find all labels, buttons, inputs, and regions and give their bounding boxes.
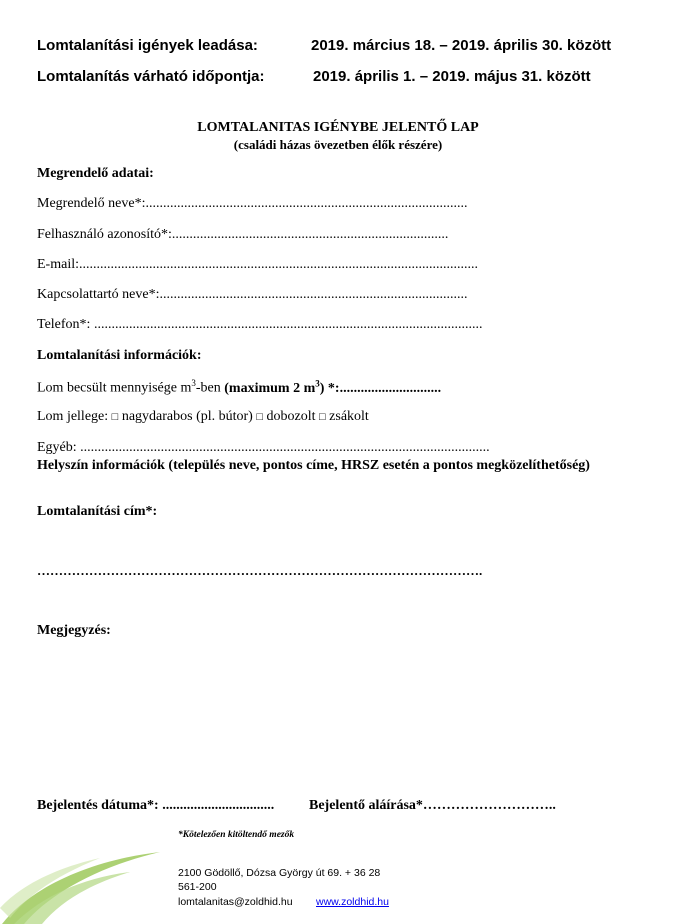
type-option-bagged: zsákolt — [329, 409, 369, 424]
info-heading: Lomtalanítási információk: — [37, 348, 202, 363]
form-title: LOMTALANITAS IGÉNYBE JELENTŐ LAP — [197, 120, 479, 135]
other-label: Egyéb: — [37, 440, 81, 455]
field-dots: ............................................................................................ — [145, 196, 468, 211]
type-label: Lom jellege: — [37, 409, 112, 424]
quantity-bold: (maximum 2 m — [224, 380, 316, 396]
quantity-field[interactable] — [37, 378, 441, 397]
expected-period: 2019. április 1. – 2019. május 31. között — [313, 68, 591, 85]
footer-address: 2100 Gödöllő, Dózsa György út 69. + 36 28 — [178, 867, 381, 879]
footnote: *Kötelezően kitöltendő mezők — [178, 830, 295, 840]
submit-label: Lomtalanítási igények leadása: — [37, 37, 258, 54]
field-orderer-name[interactable] — [37, 196, 467, 212]
checkbox-icon[interactable]: □ — [256, 411, 263, 423]
quantity-mid: -ben — [195, 380, 225, 396]
notes-label: Megjegyzés: — [37, 623, 111, 638]
field-label: Megrendelő neve*: — [37, 196, 146, 211]
orderer-heading: Megrendelő adatai: — [37, 166, 154, 181]
quantity-bold-end: ) *:............................. — [319, 380, 442, 396]
quantity-sup: 3 — [191, 378, 196, 388]
checkbox-icon[interactable]: □ — [111, 411, 119, 423]
field-user-id[interactable] — [37, 227, 448, 243]
field-email[interactable] — [37, 257, 478, 273]
field-label: E-mail: — [37, 257, 79, 272]
field-label: Telefon*: — [37, 317, 94, 332]
other-dots: ..................................................................................................................... — [80, 440, 490, 455]
location-heading: Helyszín információk (település neve, pontos címe, HRSZ esetén a pontos megközelíthetőség) — [37, 458, 590, 473]
submit-period: 2019. március 18. – 2019. április 30. között — [311, 37, 612, 54]
footer-phone: 561-200 — [178, 881, 217, 893]
checkbox-icon[interactable]: □ — [319, 411, 326, 423]
field-phone[interactable] — [37, 317, 482, 333]
field-label: Kapcsolattartó neve*: — [37, 287, 160, 302]
field-label: Felhasználó azonosító*: — [37, 227, 172, 242]
other-field[interactable] — [37, 440, 490, 456]
quantity-bold-sup: 3 — [315, 378, 320, 388]
footer-website-link[interactable]: www.zoldhid.hu — [316, 896, 389, 908]
field-dots: ........................................................................................ — [159, 287, 468, 302]
quantity-prefix: Lom becsült mennyisége m — [37, 380, 192, 396]
type-option-large: nagydarabos (pl. bútor) — [121, 409, 253, 424]
field-contact-name[interactable] — [37, 287, 467, 303]
expected-label: Lomtalanítás várható időpontja: — [37, 68, 265, 85]
form-subtitle: (családi házas övezetben élők részére) — [233, 137, 443, 152]
address-label: Lomtalanítási cím*: — [37, 504, 158, 519]
footer-email[interactable]: lomtalanitas@zoldhid.hu — [178, 896, 293, 908]
leaf-logo-icon — [0, 838, 160, 924]
type-option-boxed: dobozolt — [266, 409, 316, 424]
field-dots: ............................................................................................................... — [93, 317, 483, 332]
signature-field[interactable]: Bejelentő aláírása*……………………….. — [309, 798, 556, 813]
type-field — [37, 409, 369, 425]
field-dots: ............................................................................... — [171, 227, 449, 242]
field-dots: .................................................................................................................. — [79, 257, 478, 272]
date-field[interactable]: Bejelentés dátuma*: ................................ — [37, 798, 275, 813]
address-dots[interactable]: …………………………………………………………………………………………. — [37, 563, 483, 578]
